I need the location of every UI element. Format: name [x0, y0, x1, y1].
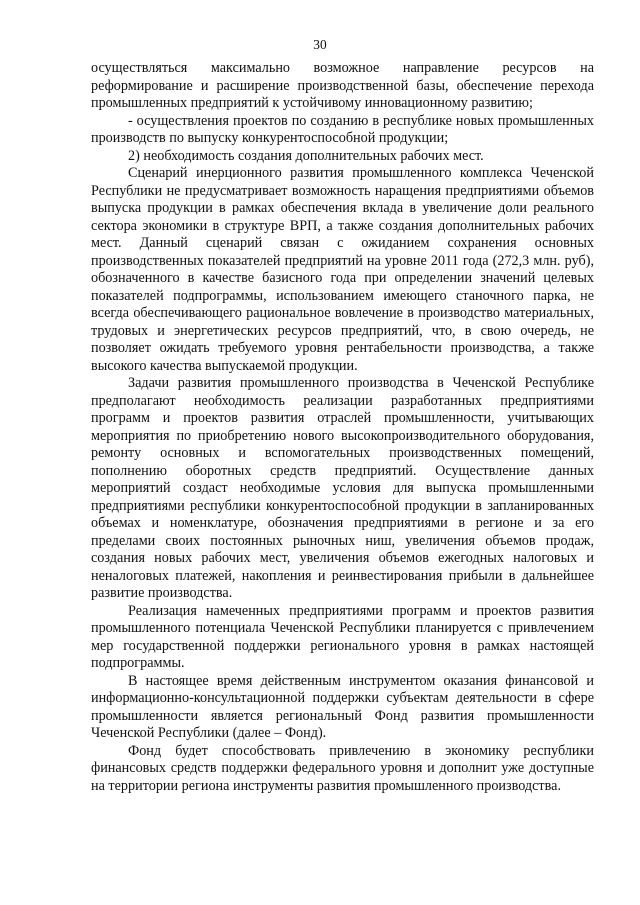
paragraph-inertial-scenario: Сценарий инерционного развития промышленного комплекса Чеченской Республики не предусматривает возможность наращения предприятиями объемов выпуска продукции в рамках обеспечения вклада в увеличение доли реального сектора экономики в структуре ВРП, а также создания дополнительных рабочих мест. Данный сценарий связан с ожиданием сохранения основных производственных показателей предприятий на уровне 2011 года (272,3 млн. руб), обозначенного в качестве базисного года при определении значений целевых показателей подпрограммы, использованием имеющего станочного парка, не всегда обеспечивающего рациональное вовлечение в производство материальных, трудовых и энергетических ресурсов предприятий, что, в свою очередь, не позволяет ожидать требуемого уровня рентабельности производства, а также высокого качества выпускаемой продукции.	[91, 165, 594, 374]
paragraph-continuation: осуществляться максимально возможное направление ресурсов на реформирование и расширение производственной базы, обеспечение перехода промышленных предприятий к устойчивому инновационному развитию;	[91, 60, 594, 111]
paragraph-fund-role: Фонд будет способствовать привлечению в экономику республики финансовых средств поддержки федерального уровня и дополнит уже доступные на территории региона инструменты развития промышленного производства.	[91, 742, 594, 794]
paragraph-implementation: Реализация намеченных предприятиями программ и проектов развития промышленного потенциала Чеченской Республики планируется с привлечением мер государственной поддержки регионального уровня в рамках настоящей подпрограммы.	[91, 602, 594, 671]
paragraph-list-item: - осуществления проектов по созданию в республике новых промышленных производств по выпуску конкурентоспособной продукции;	[91, 112, 594, 146]
page-number: 30	[313, 37, 327, 52]
paragraph-fund: В настоящее время действенным инструментом оказания финансовой и информационно-консультационной поддержки субъектам деятельности в сфере промышленности является региональный Фонд развития промышленности Чеченской Республики (далее – Фонд).	[91, 672, 594, 741]
body-text	[91, 60, 594, 795]
paragraph-list-item-2: 2) необходимость создания дополнительных рабочих мест.	[128, 147, 484, 164]
paragraph-development-tasks: Задачи развития промышленного производства в Чеченской Республике предполагают необходимость реализации разработанных предприятиями программ и проектов развития отраслей промышленности, учитывающих мероприятия по приобретению нового высокопроизводительного оборудования, ремонту основных и вспомогательных производственных помещений, пополнению оборотных средств предприятий. Осуществление данных мероприятий создаст необходимые условия для выпуска промышленными предприятиями республики конкурентоспособной продукции в запланированных объемах и номенклатуре, обозначения предприятиями в регионе и за его пределами своих постоянных рыночных ниш, увеличения объемов продаж, создания новых рабочих мест, увеличения объемов ежегодных налоговых и неналоговых платежей, накопления и реинвестирования прибыли в дальнейшее развитие производства.	[91, 375, 594, 601]
